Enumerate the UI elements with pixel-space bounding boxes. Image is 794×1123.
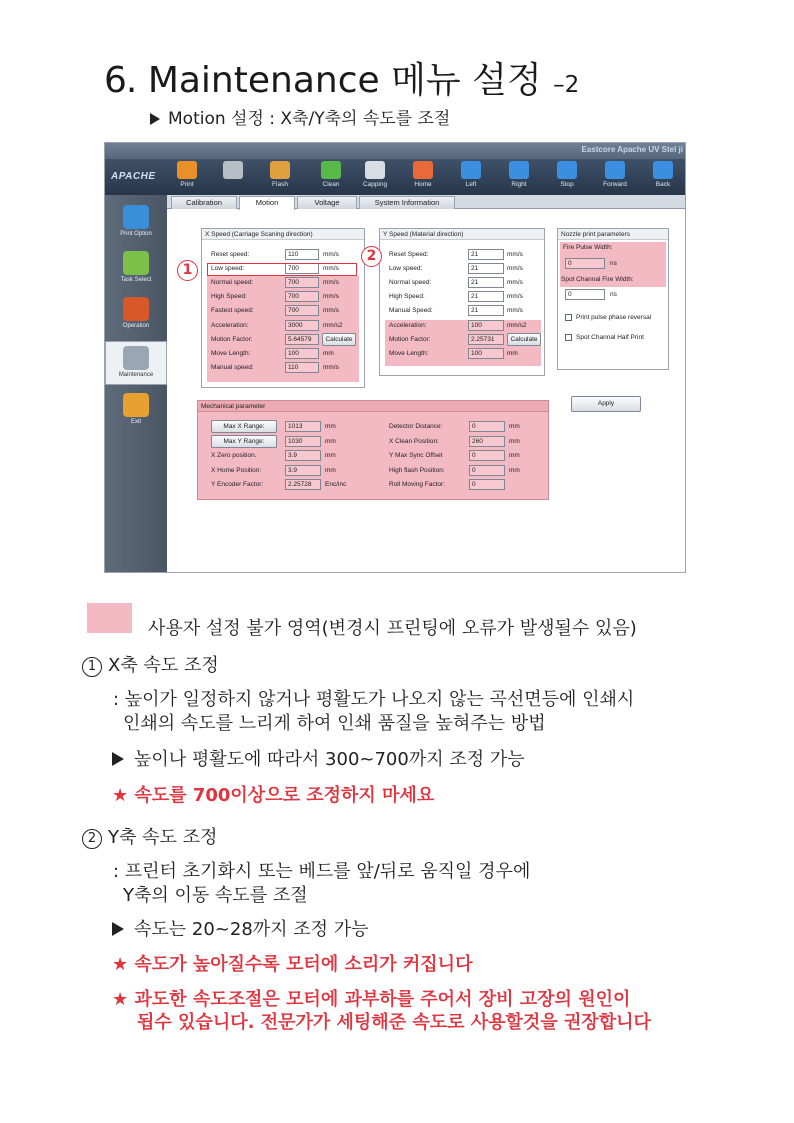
back-arrow-icon [653,161,673,179]
section2-title [82,823,217,849]
triangle-bullet-icon [112,922,124,936]
mech-range-button[interactable]: Max Y Range: [211,435,277,448]
exit-door-icon [123,393,149,417]
sidebar [105,195,167,573]
mech-label: X Home Position: [211,466,262,474]
low-speed-highlight [207,263,357,276]
y-speed-header: Y Speed (Material direction) [380,229,544,240]
x-speed-unit: mm/s [323,279,339,287]
y-speed-unit: mm/s [507,293,523,301]
mech-label: X Zero position. [211,452,257,459]
mech-input[interactable]: 1013 [285,421,321,432]
x-speed-unit: mm [323,349,334,357]
y-speed-label: High Speed: [389,293,425,301]
toolbar-label: Home [414,181,432,188]
x-speed-unit: mm/s [323,265,339,273]
fire-pulse-input[interactable]: 0 [565,258,605,269]
mech-input[interactable]: 0 [469,465,505,476]
section1-line1: : 높이가 일정하지 않거나 평활도가 나오지 않는 곡선면등에 인쇄시 [113,689,635,710]
flash-icon [270,161,290,179]
toolbar-button-home[interactable] [403,161,443,195]
x-speed-input[interactable]: 700 [285,263,319,274]
pulse-reversal-label: Print pulse phase reversal [576,314,652,321]
y-speed-label: Motion Factor: [389,335,431,343]
gear-icon [123,205,149,229]
left-arrow-icon [461,161,481,179]
print-icon [177,161,197,179]
mech-input[interactable]: 0 [469,450,505,461]
triangle-bullet-icon [112,752,124,766]
y-speed-unit: mm/s [507,307,523,315]
section1-title [82,651,219,677]
toolbar-label: Print [180,181,194,188]
legend-text: 사용자 설정 불가 영역(변경시 프린팅에 오류가 발생될수 있음) [148,618,637,639]
x-speed-label: Reset speed: [211,251,250,258]
mech-unit: mm [509,466,520,474]
mech-unit: mm [325,437,336,445]
title-main: Maintenance 메뉴 설정 [147,60,542,101]
window-titlebar [105,143,686,159]
x-speed-unit: mm/s [323,363,339,371]
x-speed-unit: mm/s [323,251,339,258]
x-speed-input[interactable]: 100 [285,348,319,359]
title-number: 6. [104,60,137,101]
toolbar-label: Flash [272,181,288,188]
toolbar-button-capping[interactable] [355,161,395,195]
toolbar-button-flash[interactable] [260,161,300,195]
window-title: Eastcore Apache UV Stel ji [581,145,683,154]
sidebar-label: Print Option [120,231,152,237]
mech-label: X Clean Position: [389,437,439,445]
y-calculate-button[interactable]: Calculate [507,333,541,346]
x-speed-label: High Speed: [211,293,247,301]
fire-pulse-unit: ns [610,260,617,267]
section1-bullet-text: 높이나 평활도에 따라서 300~700까지 조정 가능 [134,749,525,770]
mech-unit: mm [325,423,336,430]
section1-warning: ★ 속도를 700이상으로 조정하지 마세요 [112,785,435,806]
x-calculate-button[interactable]: Calculate [322,333,356,346]
x-speed-input[interactable]: 110 [285,362,319,373]
mech-input[interactable]: 2.25728 [285,479,321,490]
toolbar-button-left[interactable] [451,161,491,195]
capping-icon [365,161,385,179]
y-speed-unit: mm/s [507,251,523,258]
y-speed-input[interactable]: 21 [468,277,504,288]
section2-warning1: ★ 속도가 높아질수록 모터에 소리가 커집니다 [112,954,473,975]
y-speed-input[interactable]: 2.25731 [468,334,504,345]
mech-input[interactable]: 3.9 [285,450,321,461]
triangle-bullet-icon [150,113,160,125]
right-arrow-icon [509,161,529,179]
x-speed-input[interactable]: 3000 [285,320,319,331]
title-suffix: –2 [553,72,580,98]
section1-number: 1 [82,657,102,677]
x-speed-label: Motion Factor: [211,335,253,343]
forward-arrow-icon [605,161,625,179]
mech-label: Detector Distance: [389,423,443,430]
section2-warning2: ★ 과도한 속도조절은 모터에 과부하를 주어서 장비 고장의 원인이 [112,989,631,1010]
section2-bullet-text: 속도는 20~28까지 조정 가능 [134,919,369,940]
mech-input[interactable]: 3.9 [285,465,321,476]
x-speed-label: Normal speed: [211,279,254,287]
operation-icon [123,297,149,321]
y-speed-unit: mm/s2 [507,321,527,329]
page-subtitle [150,104,450,129]
toolbar-label: Capping [362,181,388,188]
mech-label: Y Max Sync Offset [389,452,443,459]
section2-warning3: 됩수 있습니다. 전문가가 세팅해준 속도로 사용할것을 권장합니다 [137,1012,651,1033]
app-logo: APACHE [111,171,156,182]
toolbar-button-clean[interactable] [311,161,351,195]
x-speed-label: Fastest speed: [211,307,254,315]
mech-range-button[interactable]: Max X Range: [211,420,277,433]
toolbar-button-pause[interactable] [213,161,253,195]
x-speed-unit: mm/s [323,293,339,301]
y-speed-input[interactable]: 21 [468,263,504,274]
x-speed-unit: mm/s2 [323,321,343,329]
x-speed-label: Manual speed: [211,363,254,371]
sidebar-label: Maintenance [118,372,154,378]
y-speed-unit: mm/s [507,265,523,273]
x-speed-unit: mm/s [323,307,339,315]
y-speed-input[interactable]: 21 [468,305,504,316]
marker-1: 1 [177,260,198,281]
mech-unit: mm [509,423,520,430]
y-speed-label: Manual Speed: [389,307,433,315]
spot-half-print-label: Spot Channal Half Print [576,334,644,341]
mech-input[interactable]: 1030 [285,436,321,447]
toolbar-label: Back [655,181,671,188]
mech-label: Y Encoder Factor: [211,481,264,488]
mech-input[interactable]: 0 [469,479,505,490]
toolbar-button-back[interactable] [643,161,683,195]
sidebar-label: Task Select [120,277,152,283]
toolbar-label: Clean [322,181,340,188]
y-speed-input[interactable]: 100 [468,320,504,331]
mech-input[interactable]: 260 [469,436,505,447]
toolbar-label: Stop [560,181,574,188]
toolbar-button-forward[interactable] [595,161,635,195]
mech-unit: mm [325,466,336,474]
spot-half-print-checkbox[interactable] [565,334,572,341]
wrench-icon [123,346,149,370]
y-speed-label: Low speed: [389,265,423,273]
x-speed-input[interactable]: 700 [285,277,319,288]
toolbar-label: Right [511,181,527,188]
mech-unit: mm [325,452,336,459]
locked-zone-legend-swatch [87,603,132,633]
page-title [104,52,579,103]
mech-unit: mm [509,437,520,445]
sidebar-item-operation[interactable] [105,293,167,337]
mech-input[interactable]: 0 [469,421,505,432]
main-toolbar [105,159,686,195]
section1-title-text: X축 속도 조정 [108,655,219,676]
y-speed-input[interactable]: 21 [468,291,504,302]
spot-channel-label: Spot Channal Fire Width: [561,276,634,283]
sidebar-item-maintenance[interactable] [105,341,167,385]
subtitle-text: Motion 설정 : X축/Y축의 속도를 조절 [168,109,451,129]
mech-unit: mm [509,452,520,459]
tab-system-information[interactable]: System Information [359,196,455,209]
y-speed-label: Reset Speed: [389,251,429,258]
apply-button[interactable]: Apply [571,396,641,412]
section1-line2: 인쇄의 속도를 느리게 하여 인쇄 품질을 높혀주는 방법 [123,713,546,734]
clean-icon [321,161,341,179]
toolbar-button-print[interactable] [167,161,207,195]
sidebar-item-task-select[interactable] [105,247,167,291]
x-speed-input[interactable]: 110 [285,249,319,260]
app-screenshot [104,142,686,573]
sidebar-item-exit[interactable] [105,389,167,433]
y-speed-input[interactable]: 100 [468,348,504,359]
stop-hand-icon [557,161,577,179]
mech-label: High flash Position: [389,466,445,474]
toolbar-label: Left [465,181,477,188]
x-speed-label: Move Length: [211,349,251,357]
tab-calibration[interactable]: Calibration [171,196,237,209]
fire-pulse-label: Fire Pulse Width: [563,244,613,251]
folder-icon [123,251,149,275]
x-speed-input[interactable]: 700 [285,305,319,316]
sidebar-label: Operation [122,323,150,329]
home-icon [413,161,433,179]
y-speed-label: Acceleration: [389,321,427,329]
x-speed-label: Low speed: [211,265,245,273]
mechanical-header: Mechanical parameter [198,401,548,412]
x-speed-header: X Speed (Carriage Scaning direction) [202,229,364,240]
section2-bullet [112,915,369,941]
spot-channel-unit: ns [610,291,617,298]
mech-label: Roll Moving Factor: [389,481,445,488]
motion-panel [167,210,686,573]
section2-title-text: Y축 속도 조정 [108,827,218,848]
toolbar-button-stop[interactable] [547,161,587,195]
marker-2: 2 [361,246,382,267]
tab-motion[interactable]: Motion [239,196,295,210]
x-speed-label: Acceleration: [211,321,249,329]
y-speed-unit: mm [507,349,518,357]
x-speed-input[interactable]: 5.64579 [285,334,319,345]
y-speed-unit: mm/s [507,279,523,287]
sidebar-item-print-option[interactable] [105,201,167,245]
spot-channel-input[interactable]: 0 [565,289,605,300]
y-speed-input[interactable]: 21 [468,249,504,260]
mech-unit: Enc/inc [325,481,347,488]
pulse-reversal-checkbox[interactable] [565,314,572,321]
nozzle-header: Nozzle print parameters [558,229,668,240]
pause-icon [223,161,243,179]
toolbar-button-right[interactable] [499,161,539,195]
section2-number: 2 [82,829,102,849]
section1-bullet [112,745,525,771]
toolbar-label: Forward [603,181,627,188]
x-speed-input[interactable]: 700 [285,291,319,302]
section2-line2: Y축의 이동 속도를 조절 [123,885,308,906]
y-speed-label: Move Length: [389,349,429,357]
sidebar-label: Exit [130,419,141,425]
y-speed-label: Normal speed: [389,279,432,287]
tab-bar [167,195,686,209]
tab-voltage[interactable]: Voltage [297,196,357,209]
section2-line1: : 프린터 초기화시 또는 베드를 앞/뒤로 움직일 경우에 [113,861,531,882]
